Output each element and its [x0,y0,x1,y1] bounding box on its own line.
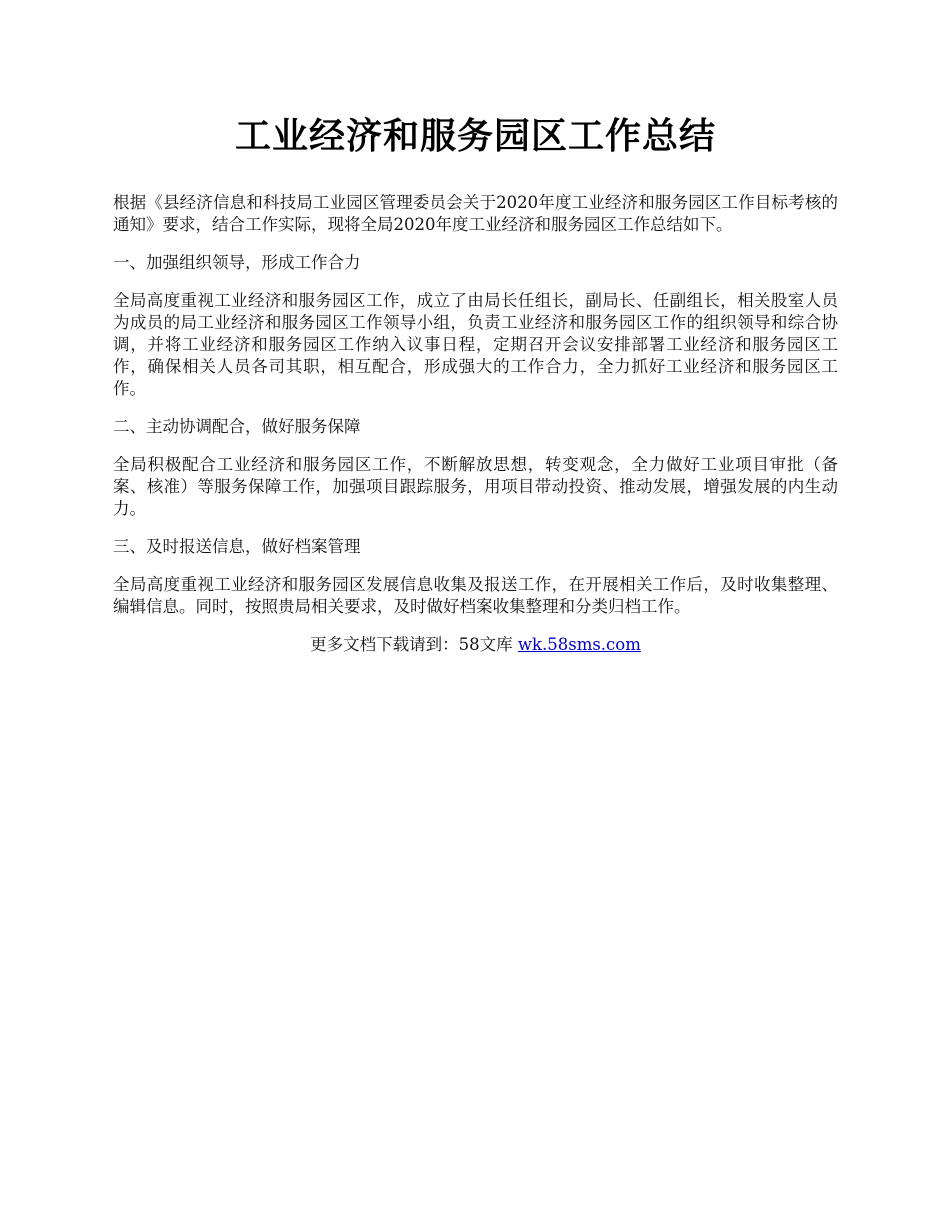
footer-line [113,634,838,656]
section-heading-1: 一、加强组织领导，形成工作合力 [113,253,361,272]
section-body-3: 全局高度重视工业经济和服务园区发展信息收集及报送工作，在开展相关工作后，及时收集整理、编辑信息。同时，按照贵局相关要求，及时做好档案收集整理和分类归档工作。 [113,575,838,616]
intro-paragraph: 根据《县经济信息和科技局工业园区管理委员会关于2020年度工业经济和服务园区工作目标考核的通知》要求，结合工作实际，现将全局2020年度工业经济和服务园区工作总结如下。 [113,193,838,234]
section-body-1: 全局高度重视工业经济和服务园区工作，成立了由局长任组长，副局长、任副组长，相关股室人员为成员的局工业经济和服务园区工作领导小组，负责工业经济和服务园区工作的组织领导和综合协调，并将工业经济和服务园区工作纳入议事日程，定期召开会议安排部署工业经济和服务园区工作，确保相关人员各司其职，相互配合，形成强大的工作合力，全力抓好工业经济和服务园区工作。 [113,291,838,398]
footer-prefix: 更多文档下载请到：58文库 [310,635,518,654]
document-page [113,108,838,656]
section-heading-3: 三、及时报送信息，做好档案管理 [113,537,361,556]
section-body-2: 全局积极配合工业经济和服务园区工作，不断解放思想，转变观念，全力做好工业项目审批（备案、核准）等服务保障工作，加强项目跟踪服务，用项目带动投资、推动发展，增强发展的内生动力。 [113,455,838,518]
section-heading-2: 二、主动协调配合，做好服务保障 [113,417,361,436]
document-title: 工业经济和服务园区工作总结 [234,115,716,157]
footer-link[interactable]: wk.58sms.com [517,635,641,654]
